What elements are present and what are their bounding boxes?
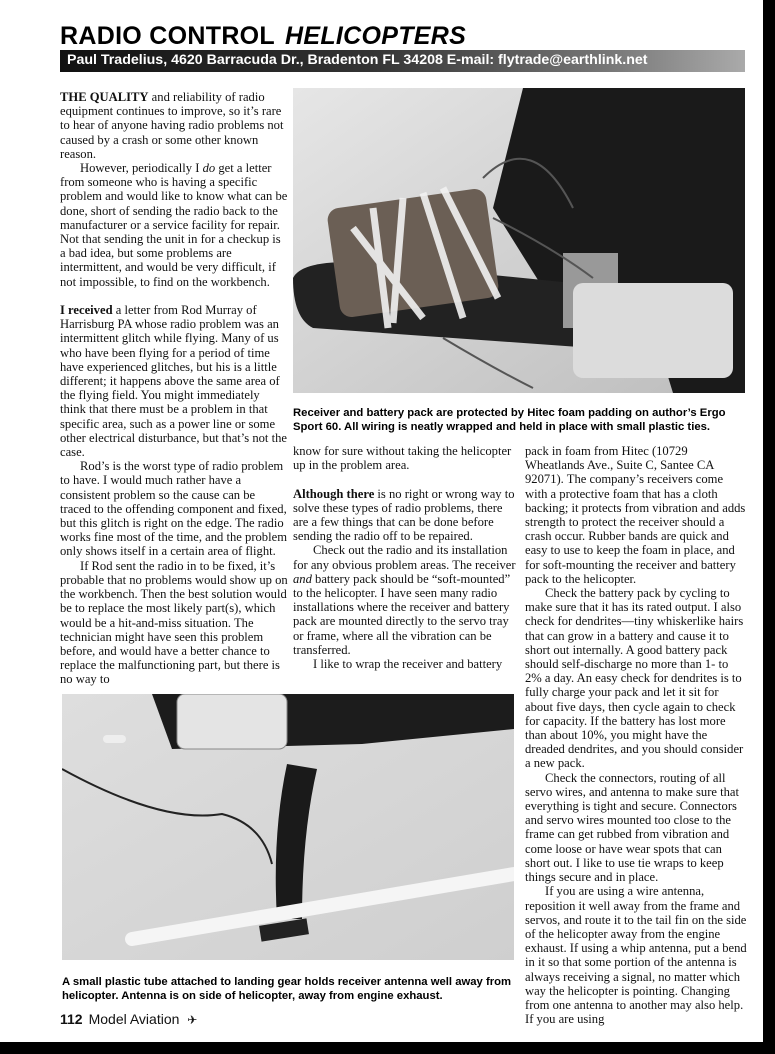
photo-landing-gear-antenna [62,694,514,960]
article-paragraph: Check the battery pack by cycling to make sure that it has its rated output. I also check for dendrites—tiny whiskerlike hairs that can grow in a battery and cause it to short out internally. A good battery pack should self-discharge no more than 1- to 2% a day. An easy check for dendrites is to fully charge your pack and let it sit for about five days, then cycle again to check for capacity. If the battery has lost more than about 10%, you might have the dreaded dendrites, and you should consider a new pack. [525,586,744,771]
article-paragraph: Check the connectors, routing of all servo wires, and antenna to make sure that everything is tight and secure. Connectors and servo wires mounted too close to the frame can get rubbed from vibration and come loose or have wear spots that can short out. I like to use tie wraps to keep things secure and in place. [525,770,740,885]
title-helicopters: HELICOPTERS [285,22,467,50]
article-paragraph: However, periodically I do get a letter from someone who is having a specific problem and would like to know what can be done, short of sending the radio back to the manufacturer or a service facility for repair. Not that sending the unit in for a checkup is a bad idea, but some problems are intermittent, and would be very difficult, if not impossible, to find on the workbench. [60,161,288,289]
top-photo-caption: Receiver and battery pack are protected by Hitec foam padding on author’s Ergo Sport 60. All wiring is neatly wrapped and held in place with small plastic ties. [293,407,726,433]
photo-receiver-battery-pack [293,88,745,393]
article-paragraph: know for sure without taking the helicopter up in the problem area. [293,444,512,473]
emphasis: and [293,571,312,586]
text-column-middle [293,444,519,671]
scan-edge-right [763,0,775,1054]
article-paragraph: If Rod sent the radio in to be fixed, it’s probable that no problems would show up on the workbench. Then the best solution would be to replace the most likely part(s), which would be a hit-and-miss situation. The technician might have seen this problem before, and would have a better chance to replace the malfunctioning part, but there is no way to [60,558,288,687]
emphasis: do [202,161,216,176]
article-paragraph: I received a letter from Rod Murray of Harrisburg PA whose radio problem was an intermittent glitch while flying. Many of us who have been flying for a period of time have experienced glitches, but his is a little different; it happens above the same area of the flying field. You might immediately think that there must be a problem in that specific area, such as a power line or some other electrical disturbance, but that’s not the case. [60,303,287,460]
text-column-right [525,444,747,1026]
title-radio-control: RADIO CONTROL [60,22,275,50]
article-paragraph: I like to wrap the receiver and battery [313,657,503,672]
paragraph-lead-in: THE QUALITY [60,90,149,104]
author-byline-bar [60,50,745,72]
author-byline: Paul Tradelius, 4620 Barracuda Dr., Bradenton FL 34208 E-mail: flytrade@earthlink.net [67,52,648,68]
article-paragraph: Although there is no right or wrong way to solve these types of radio problems, there are a few things that can be done before sending the radio off to be repaired. [293,486,515,544]
scan-edge-bottom [0,1042,775,1054]
paragraph-lead-in: I received [60,303,113,318]
magazine-name: Model Aviation [88,1011,180,1027]
paragraph-lead-in: Although there [293,486,375,501]
bottom-photo-caption: A small plastic tube attached to landing gear holds receiver antenna well away from helicopter. Antenna is on side of helicopter, away from engine exhaust. [62,976,512,1002]
article-paragraph: pack in foam from Hitec (10729 Wheatlands Ave., Suite C, Santee CA 92071). The company’s receivers come with a protective foam that has a cloth backing; it protects from vibration and adds strength to protect the receiver should a crash occur. Rubber bands are quick and easy to use to keep the foam in place, and for soft-mounting the receiver and battery pack to the helicopter. [525,444,746,586]
article-paragraph: Check out the radio and its installation for any obvious problem areas. The receiver and battery pack should be “soft-mounted” to the helicopter. I have seen many radio installations where the receiver and battery pack are mounted directly to the servo tray or frame, where all the vibration can be transferred. [293,543,516,657]
page-number: 112 [60,1011,83,1027]
page-footer [60,1011,197,1027]
article-paragraph: Rod’s is the worst type of radio problem to have. I would much rather have a consistent problem so the cause can be traced to the offending component and fixed, but this glitch is right on the edge. The radio works fine most of the time, and the problem only shows itself in a certain area of flight. [60,459,287,559]
article-paragraph: THE QUALITY and reliability of radio equipment continues to improve, so it’s rare to hear of anyone having radio problems not caused by a crash or some other known reason. [60,90,284,161]
column-title [60,22,466,51]
airplane-icon: ✈ [187,1013,198,1027]
article-paragraph: If you are using a wire antenna, reposition it well away from the frame and servos, and route it to the tail fin on the side of the helicopter away from the engine exhaust. If using a whip antenna, put a bend in it so that some portion of the antenna is always receiving a signal, no matter which way the helicopter is pointing. Changing from one antenna to another may also help. If you are using [525,884,747,1027]
text-column-left [60,90,288,687]
